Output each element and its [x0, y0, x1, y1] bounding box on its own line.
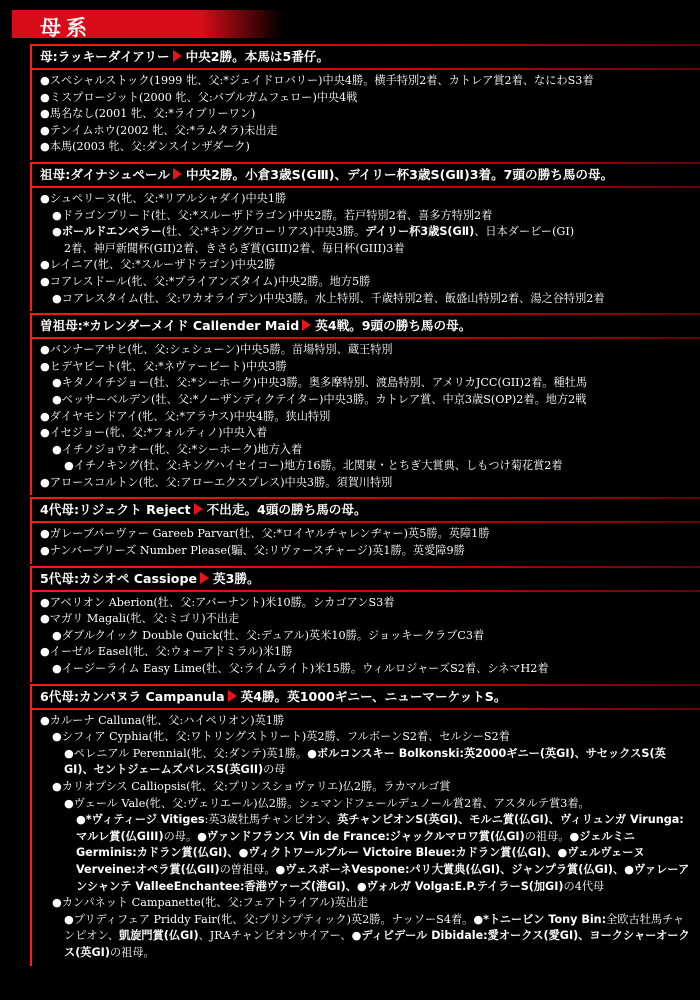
- great-granddam-name: 曽祖母:*カレンダーメイド Callender Maid: [40, 318, 300, 334]
- list-item: ●ヴェール Vale(牝、父:ヴェリエール)仏2勝。シェマンドフェールデュノール賞2着、アスタルテ賞3着。: [64, 796, 590, 810]
- list-item: ●レイニア(牝、父:*スルーザドラゴン)中央2勝: [40, 258, 276, 272]
- list-item: ●イージーライム Easy Lime(牡、父:ライムライト)米15勝。ウィルロジャーズS2着、シネマH2着: [52, 662, 549, 676]
- section-header-great-granddam: [0, 313, 700, 339]
- list-item: ●本馬(2003 牝、父:ダンスインザダーク): [40, 140, 250, 154]
- list-item: ●イセジョー(牝、父:*フォルティノ)中央入着: [40, 426, 268, 440]
- dam-summary: 中央2勝。本馬は5番仔。: [185, 49, 330, 64]
- title-banner: [12, 10, 282, 38]
- 6th-dam-summary: 英4勝。英1000ギニー、ニューマーケットS。: [240, 688, 507, 704]
- page-title: 母系: [40, 16, 92, 40]
- list-item: ●ダイヤモンドアイ(牝、父:*アラナス)中央4勝。狭山特別: [40, 409, 331, 423]
- pedigree-content: [0, 42, 700, 966]
- list-item: ●ガレーブパーヴァー Gareeb Parvar(牡、父:*ロイヤルチャレンヂャー)英5勝。英障1勝: [40, 527, 490, 541]
- section-header-6th-dam: [0, 684, 700, 710]
- list-item: ●ドラゴンブリード(牡、父:*スルーザドラゴン)中央2勝。若戸特別2着、喜多方特別2着: [52, 208, 493, 222]
- list-item: ●ダブルクイック Double Quick(牡、父:デュアル)英米10勝。ジョッキークラブC3着: [52, 628, 485, 642]
- dam-offspring-list: [0, 70, 700, 160]
- list-item: ●コアレスタイム(牡、父:ワカオライデン)中央3勝。水上特別、千歳特別2着、飯盛山特別2着、湯之谷特別2着: [52, 291, 605, 305]
- 5th-dam-offspring-list: [0, 592, 700, 682]
- list-item: 2着、神戸新聞杯(GII)2着、きさらぎ賞(GIII)2着、毎日杯(GIII)3着: [64, 241, 405, 255]
- list-item: ●アロースコルトン(牝、父:アローエクスプレス)中央3勝。須賀川特別: [40, 475, 393, 489]
- list-item: ●イチノキング(牡、父:キングハイセイコー)地方16勝。北関東・とちぎ大賞典、しもつけ菊花賞2着: [64, 459, 563, 473]
- 6th-dam-offspring-list: [0, 710, 700, 966]
- 4th-dam-offspring-list: [0, 523, 700, 563]
- arrow-right-icon: [302, 319, 311, 331]
- section-header-4th-dam: [0, 497, 700, 523]
- great-granddam-offspring-list: [0, 339, 700, 495]
- dam-name: 母:ラッキーダイアリー: [40, 49, 170, 64]
- 6th-dam-name: 6代母:カンパヌラ Campanula: [40, 688, 225, 704]
- list-item: ●ベッサーベルデン(牡、父:*ノーザンディクテイター)中央3勝。カトレア賞、中京3歳S(OP)2着。地方2戦: [52, 392, 587, 406]
- list-item: ●ナンバープリーズ Number Please(騸、父:リヴァースチャージ)英1勝。英愛障9勝: [40, 544, 465, 558]
- 5th-dam-summary: 英3勝。: [213, 570, 260, 586]
- list-item: ●ペレニアル Perennial(牝、父:ダンテ)英1勝。●ボルコンスキー Bolkonski:英2000ギニー(英GI)、サセックスS(英GI)、セントジェームズパレスS(英GII)の母: [64, 746, 666, 777]
- list-item: ●カンパネット Campanette(牝、父:フェアトライアル)英出走: [52, 896, 369, 910]
- granddam-summary: 中央2勝。小倉3歳S(GⅢ)、デイリー杯3歳S(GⅡ)3着。7頭の勝ち馬の母。: [185, 166, 614, 182]
- 4th-dam-summary: 不出走。4頭の勝ち馬の母。: [206, 502, 367, 518]
- list-item: ●バンナーアサヒ(牝、父:シェシューン)中央5勝。苗場特別、蔵王特別: [40, 343, 393, 357]
- 5th-dam-name: 5代母:カシオペ Cassiope: [40, 570, 198, 586]
- 4th-dam-name: 4代母:リジェクト Reject: [40, 502, 191, 518]
- list-item: ●プリディフェア Priddy Fair(牝、父:プリシプティック)英2勝。ナッソーS4着。●*トニービン Tony Bin:全欧古牡馬チャンピオン、凱旋門賞(仏GI)、JRAチャンピオンサイアー、●ディビデール Dibidale:愛オークス(愛GI)、ヨークシャーオークス(英GI)の祖母。: [64, 912, 690, 959]
- list-item: ●スペシャルストック(1999 牝、父:*ジェイドロバリー)中央4勝。横手特別2着、カトレア賞2着、なにわS3着: [40, 74, 594, 87]
- arrow-right-icon: [200, 572, 209, 584]
- list-item: ●コアレスドール(牝、父:*ブライアンズタイム)中央2勝。地方5勝: [40, 274, 371, 288]
- list-item: ●ミスプロージット(2000 牝、父:バブルガムフェロー)中央4戦: [40, 90, 358, 104]
- list-item: ●テンイムホウ(2002 牝、父:*ラムタラ)未出走: [40, 123, 278, 137]
- list-item: ●シュペリーヌ(牝、父:*リアルシャダイ)中央1勝: [40, 191, 287, 205]
- list-item: ●ヒデヤビート(牝、父:*ネヴァービート)中央3勝: [40, 359, 287, 373]
- granddam-name: 祖母:ダイナシュペール: [40, 166, 170, 182]
- arrow-right-icon: [228, 690, 237, 702]
- arrow-right-icon: [194, 503, 203, 515]
- list-item: ●マガリ Magali(牝、父:ミゴリ)不出走: [40, 612, 240, 626]
- list-item: ●カルーナ Calluna(牝、父:ハイペリオン)英1勝: [40, 713, 285, 727]
- list-item: ●キタノイチジョー(牡、父:*シーホーク)中央3勝。奥多摩特別、渡島特別、アメリカJCC(GII)2着。種牡馬: [52, 376, 588, 390]
- arrow-right-icon: [173, 168, 182, 180]
- granddam-offspring-list: [0, 188, 700, 311]
- list-item: ●カリオプシス Calliopsis(牝、父:プリンスショヴァリエ)仏2勝。ラカマルゴ賞: [52, 780, 451, 793]
- list-item: ●シフィア Cyphia(牝、父:ワトリングストリート)英2勝、フルボーンS2着、セルシーS2着: [52, 730, 510, 744]
- section-header-granddam: [0, 162, 700, 188]
- great-granddam-summary: 英4戦。9頭の勝ち馬の母。: [315, 318, 472, 334]
- section-header-5th-dam: [0, 566, 700, 592]
- list-item: ●*ヴィティージ Vitiges:英3歳牡馬チャンピオン、英チャンピオンS(英GI)、モルニ賞(仏GI)、ヴィリュンガ Virunga:マルレ賞(仏GIII)の母。●ヴァンドフランス Vin de France:ジャックルマロワ賞(仏GI)の祖母。●ジェルミニ Germinis:カドラン賞(仏GI)、●ヴィクトワールブルー Victoire Bleue:カドラン賞(仏GI)、●ヴェルヴェーヌ Verveine:オペラ賞(仏GII)の曽祖母。●ヴェスボーネVespone:パリ大賞典(仏GI)、ジャンプラ賞(仏GI)、●ヴァレーアンシャンテ ValleeEnchantee:香港ヴァーズ(港GI)、●ヴォルガ Volga:E.P.テイラーS(加GI)の4代母: [76, 813, 690, 893]
- list-item: ●馬名なし(2001 牝、父:*ライブリーワン): [40, 107, 256, 121]
- section-header-dam: [0, 44, 700, 70]
- list-item: ●イチノジョウオー(牝、父:*シーホーク)地方入着: [52, 442, 303, 456]
- arrow-right-icon: [173, 50, 182, 62]
- list-item: ●ボールドエンペラー(牡、父:*キンググローリアス)中央3勝。デイリー杯3歳S(GⅡ)、日本ダービー(GI): [52, 225, 575, 239]
- list-item: ●イーゼル Easel(牝、父:ウォーアドミラル)米1勝: [40, 645, 293, 659]
- list-item: ●アベリオン Aberion(牡、父:アバーナント)米10勝。シカゴアンS3着: [40, 595, 395, 609]
